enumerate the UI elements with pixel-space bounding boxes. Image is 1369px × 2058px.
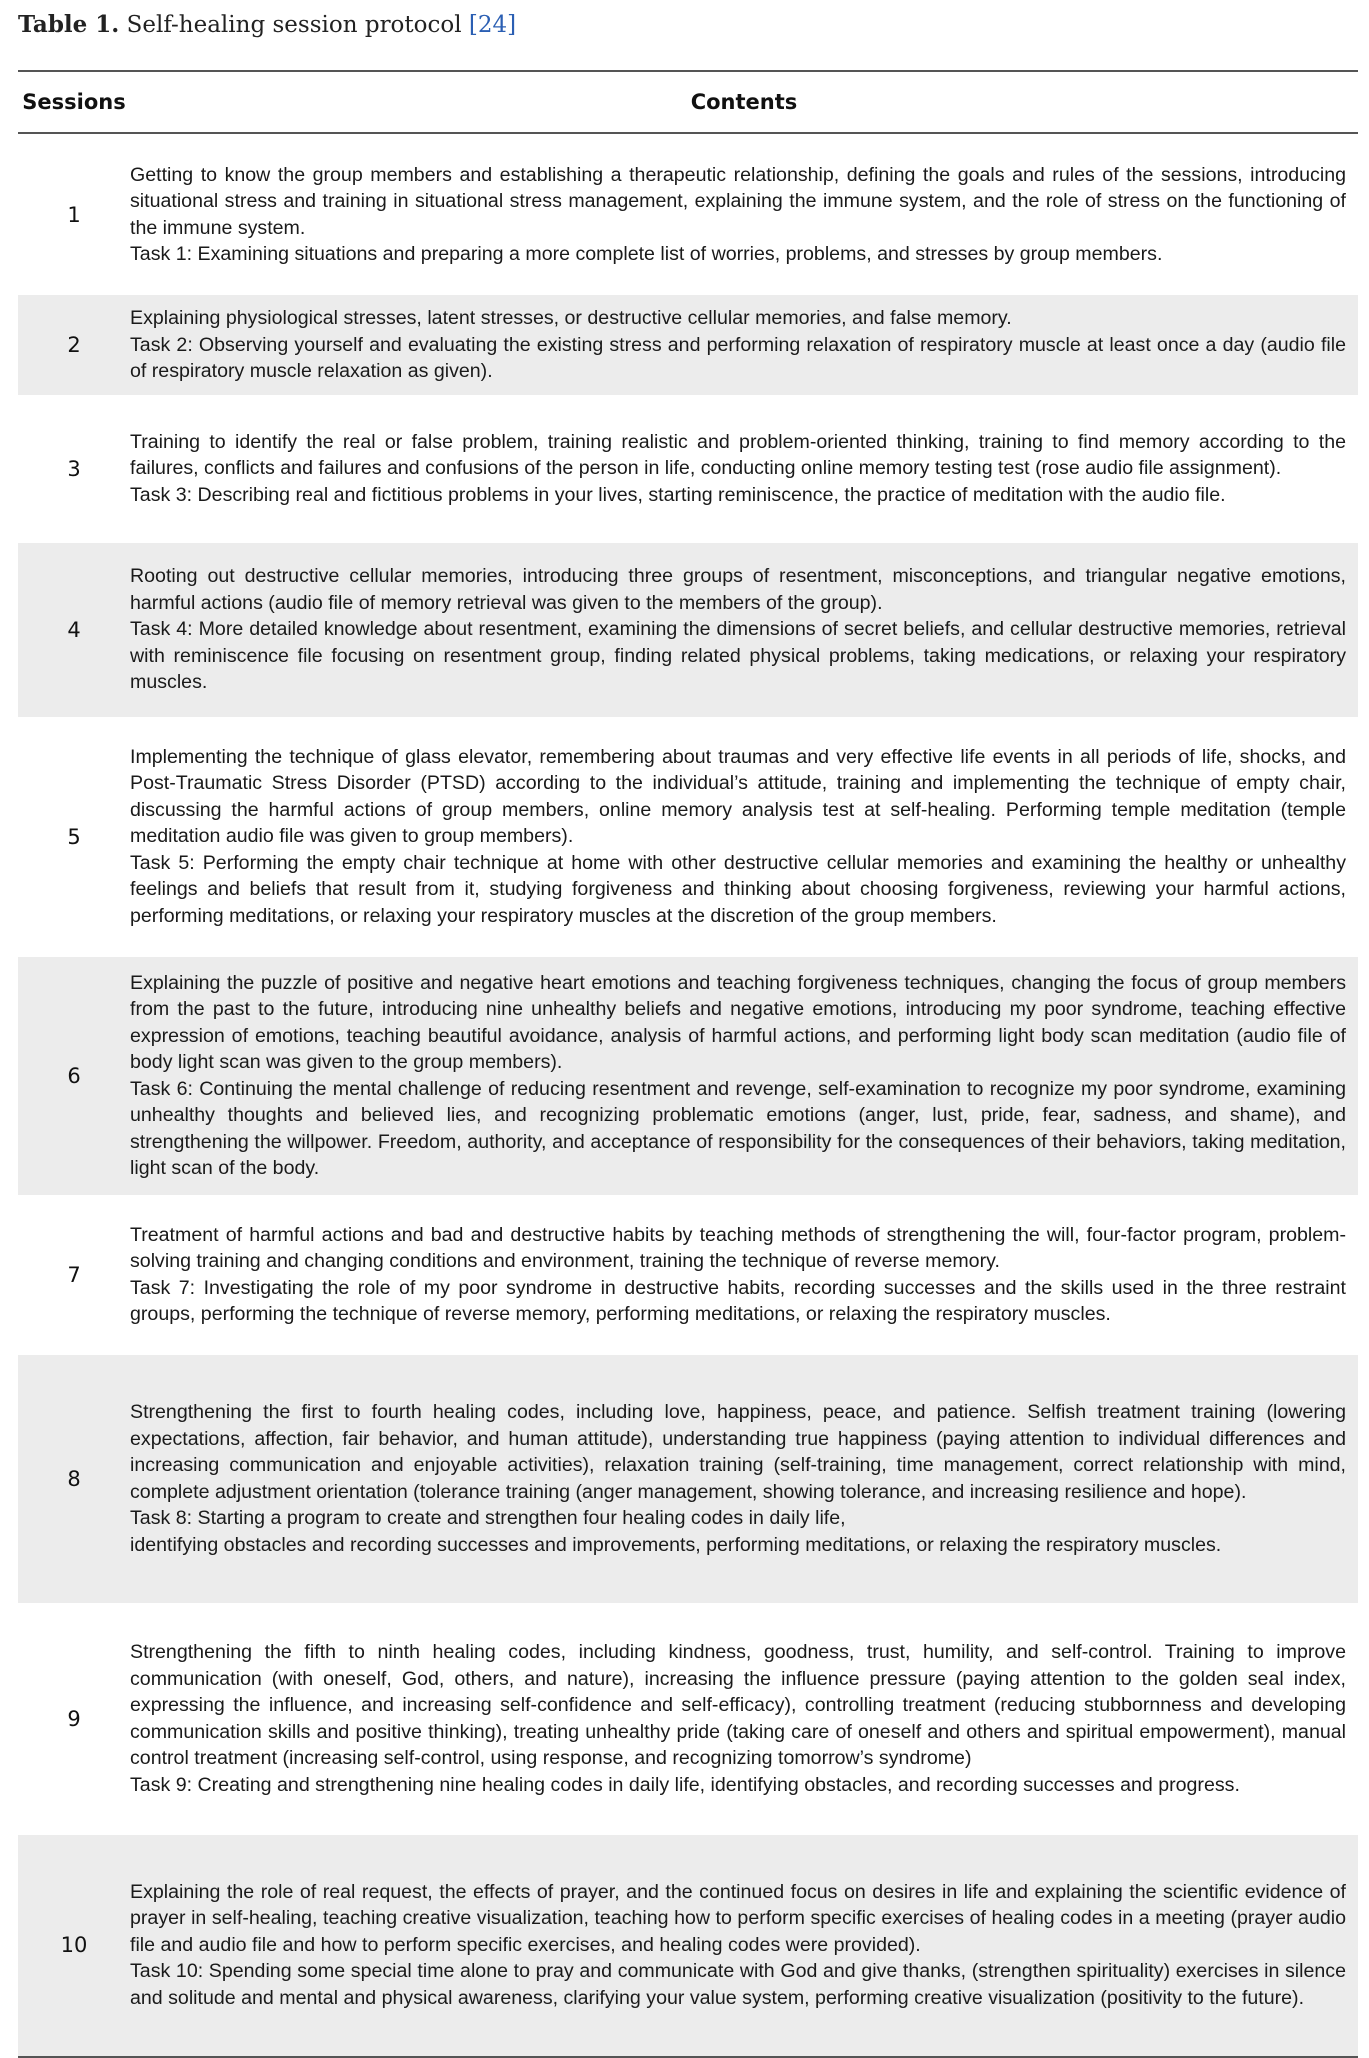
contents-paragraph: Task 10: Spending some special time alone to pray and communicate with God and give thanks, (strengthen spirituality) exercises in silence and solitude and mental and physical awareness, clarifying your value system, performing creative visualization (positivity to the future). (130, 1960, 1346, 2009)
document-page (18, 8, 1358, 2058)
session-contents (130, 1195, 1358, 1355)
table-row (18, 957, 1358, 1195)
session-contents (130, 717, 1358, 957)
contents-paragraph: Task 3: Describing real and fictitious problems in your lives, starting reminiscence, the practice of meditation with the audio file. (130, 483, 1226, 506)
session-number: 1 (67, 202, 81, 227)
contents-paragraph: identifying obstacles and recording successes and improvements, performing meditations, or relaxing the respiratory muscles. (130, 1533, 1222, 1556)
table-row (18, 1603, 1358, 1835)
contents-paragraph: Task 9: Creating and strengthening nine healing codes in daily life, identifying obstacles, and recording successes and progress. (130, 1773, 1240, 1796)
contents-paragraph: Rooting out destructive cellular memories, introducing three groups of resentment, misconceptions, and triangular negative emotions, harmful actions (audio file of memory retrieval was given to the members of the group). (130, 565, 1346, 614)
session-number: 8 (67, 1466, 81, 1491)
contents-paragraph: Implementing the technique of glass elevator, remembering about traumas and very effective life events in all periods of life, shocks, and Post-Traumatic Stress Disorder (PTSD) according to the individual’s attitude, training and implementing the technique of empty chair, discussing the harmful actions of group members, online memory analysis test at self-healing. Performing temple meditation (temple meditation audio file was given to group members). (130, 745, 1346, 848)
session-number: 6 (67, 1063, 81, 1088)
table-row (18, 395, 1358, 543)
table-row (18, 1835, 1358, 2057)
table-row (18, 133, 1358, 295)
table-header (18, 71, 1358, 133)
header-contents: Contents (690, 90, 798, 114)
session-number: 3 (67, 456, 81, 481)
contents-paragraph: Task 4: More detailed knowledge about resentment, examining the dimensions of secret beliefs, and cellular destructive memories, retrieval with reminiscence file focusing on resentment group, finding related physical problems, taking medications, or relaxing your respiratory muscles. (130, 618, 1346, 694)
session-number: 4 (67, 617, 81, 642)
session-number: 2 (67, 332, 81, 357)
contents-paragraph: Task 5: Performing the empty chair technique at home with other destructive cellular memories and examining the healthy or unhealthy feelings and beliefs that result from it, studying forgiveness and thinking about choosing forgiveness, reviewing your harmful actions, performing meditations, or relaxing your respiratory muscles at the discretion of the group members. (130, 851, 1346, 927)
session-contents (130, 133, 1358, 295)
contents-paragraph: Treatment of harmful actions and bad and destructive habits by teaching methods of strengthening the will, four-factor program, problem-solving training and changing conditions and environment, training the technique of reverse memory. (130, 1223, 1346, 1272)
table-row (18, 717, 1358, 957)
session-number: 5 (67, 824, 81, 849)
contents-paragraph: Strengthening the fifth to ninth healing codes, including kindness, goodness, trust, humility, and self-control. Training to improve communication (with oneself, God, others, and nature), increasing the influence pressure (paying attention to the golden seal index, expressing the influence, and increasing self-confidence and self-efficacy), controlling treatment (reducing stubbornness and developing communication skills and positive thinking), treating unhealthy pride (taking care of oneself and others and spiritual empowerment), manual control treatment (increasing self-control, using response, and recognizing tomorrow’s syndrome) (130, 1641, 1346, 1769)
table-caption (18, 8, 1358, 48)
session-number: 9 (67, 1706, 81, 1731)
session-number: 7 (67, 1262, 81, 1287)
contents-paragraph: Explaining the puzzle of positive and negative heart emotions and teaching forgiveness techniques, changing the focus of group members from the past to the future, introducing nine unhealthy beliefs and negative emotions, introducing my poor syndrome, teaching effective expression of emotions, teaching beautiful avoidance, analysis of harmful actions, and performing light body scan meditation (audio file of body light scan was given to the group members). (130, 971, 1346, 1073)
contents-paragraph: Strengthening the first to fourth healing codes, including love, happiness, peace, and patience. Selfish treatment training (lowering expectations, affection, fair behavior, and human attitude), understanding true happiness (paying attention to individual differences and increasing communication and enjoyable activities), relaxation training (self-training, time management, correct relationship with mind, complete adjustment orientation (tolerance training (anger management, showing tolerance, and increasing resilience and hope). (130, 1401, 1346, 1503)
session-contents (130, 1835, 1358, 2057)
contents-paragraph: Task 8: Starting a program to create and strengthen four healing codes in daily life, (130, 1507, 846, 1529)
contents-paragraph: Getting to know the group members and establishing a therapeutic relationship, defining the goals and rules of the sessions, introducing situational stress and training in situational stress management, explaining the immune system, and the role of stress on the functioning of the immune system. (130, 163, 1346, 239)
session-contents (130, 295, 1358, 395)
session-contents (130, 1355, 1358, 1603)
session-protocol-table (18, 70, 1358, 2058)
contents-paragraph: Task 2: Observing yourself and evaluating the existing stress and performing relaxation of respiratory muscle at least once a day (audio file of respiratory muscle relaxation as given). (130, 333, 1346, 382)
contents-paragraph: Task 6: Continuing the mental challenge of reducing resentment and revenge, self-examination to recognize my poor syndrome, examining unhealthy thoughts and believed lies, and recognizing problematic emotions (anger, lust, pride, fear, sadness, and shame), and strengthening the willpower. Freedom, authority, and acceptance of responsibility for the consequences of their behaviors, taking meditation, light scan of the body. (130, 1077, 1346, 1179)
session-contents (130, 1603, 1358, 1835)
session-contents (130, 957, 1358, 1195)
caption-text: Self-healing session protocol (126, 12, 462, 38)
contents-paragraph: Task 7: Investigating the role of my poor syndrome in destructive habits, recording successes and the skills used in the three restraint groups, performing the technique of reverse memory, performing meditations, or relaxing the respiratory muscles. (130, 1276, 1346, 1325)
table-row (18, 1195, 1358, 1355)
session-contents (130, 395, 1358, 543)
table-row (18, 1355, 1358, 1603)
session-contents (130, 543, 1358, 717)
citation-link[interactable]: [24] (468, 12, 517, 38)
contents-paragraph: Task 1: Examining situations and preparing a more complete list of worries, problems, and stresses by group members. (130, 243, 1163, 265)
table-row (18, 295, 1358, 395)
caption-label: Table 1. (18, 11, 120, 38)
table-row (18, 543, 1358, 717)
session-number: 10 (60, 1933, 88, 1957)
table-body (18, 133, 1358, 2057)
contents-paragraph: Explaining the role of real request, the effects of prayer, and the continued focus on desires in life and explaining the scientific evidence of prayer in self-healing, teaching creative visualization, teaching how to perform specific exercises of healing codes in a meeting (prayer audio file and audio file and how to perform specific exercises, and healing codes were provided). (130, 1880, 1346, 1956)
contents-paragraph: Training to identify the real or false problem, training realistic and problem-oriented thinking, training to find memory according to the failures, conflicts and failures and confusions of the person in life, conducting online memory testing test (rose audio file assignment). (130, 430, 1346, 480)
contents-paragraph: Explaining physiological stresses, latent stresses, or destructive cellular memories, and false memory. (130, 307, 1012, 329)
header-sessions: Sessions (22, 90, 126, 114)
